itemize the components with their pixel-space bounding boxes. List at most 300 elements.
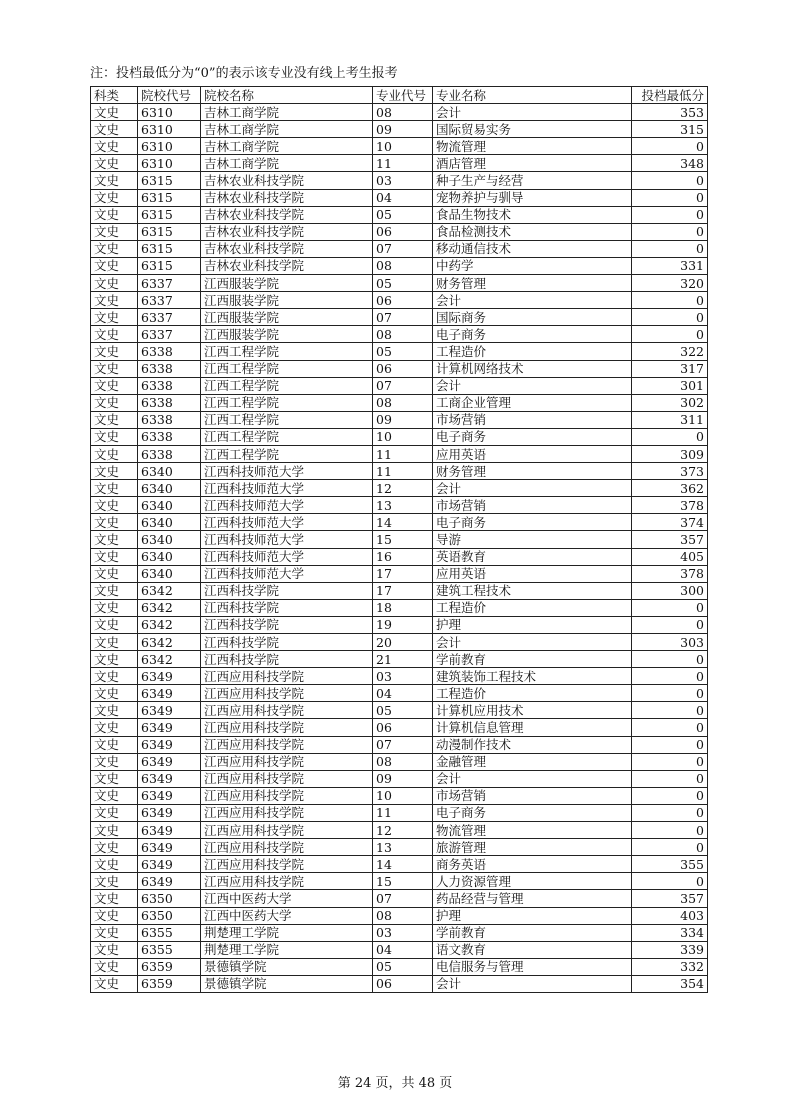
cell-school-name: 吉林工商学院 [201, 138, 373, 155]
table-row [91, 582, 708, 599]
cell-school-code: 6342 [138, 634, 201, 651]
cell-school-name: 江西服装学院 [201, 275, 373, 292]
cell-subject-category: 文史 [91, 770, 138, 787]
cell-school-name: 江西科技学院 [201, 651, 373, 668]
cell-major-code: 18 [373, 599, 433, 616]
cell-school-name: 江西应用科技学院 [201, 770, 373, 787]
cell-subject-category: 文史 [91, 651, 138, 668]
table-row [91, 257, 708, 274]
cell-school-name: 江西科技学院 [201, 582, 373, 599]
cell-major-name: 语文教育 [433, 941, 632, 958]
cell-school-code: 6340 [138, 497, 201, 514]
cell-major-code: 07 [373, 736, 433, 753]
cell-min-score: 0 [632, 787, 708, 804]
cell-school-code: 6340 [138, 565, 201, 582]
table-row [91, 189, 708, 206]
cell-major-code: 05 [373, 958, 433, 975]
cell-subject-category: 文史 [91, 890, 138, 907]
cell-subject-category: 文史 [91, 138, 138, 155]
cell-min-score: 374 [632, 514, 708, 531]
cell-school-name: 荆楚理工学院 [201, 941, 373, 958]
cell-school-code: 6349 [138, 702, 201, 719]
table-row [91, 275, 708, 292]
cell-school-code: 6310 [138, 155, 201, 172]
cell-school-code: 6355 [138, 924, 201, 941]
header-school-name: 院校名称 [201, 87, 373, 104]
cell-min-score: 353 [632, 104, 708, 121]
cell-major-code: 16 [373, 548, 433, 565]
table-row [91, 565, 708, 582]
cell-major-name: 建筑装饰工程技术 [433, 668, 632, 685]
cell-subject-category: 文史 [91, 787, 138, 804]
cell-min-score: 303 [632, 634, 708, 651]
cell-school-code: 6350 [138, 890, 201, 907]
cell-school-code: 6340 [138, 463, 201, 480]
cell-major-name: 财务管理 [433, 275, 632, 292]
cell-school-code: 6350 [138, 907, 201, 924]
cell-min-score: 373 [632, 463, 708, 480]
cell-subject-category: 文史 [91, 616, 138, 633]
cell-min-score: 403 [632, 907, 708, 924]
cell-school-name: 景德镇学院 [201, 975, 373, 992]
cell-min-score: 332 [632, 958, 708, 975]
cell-school-name: 江西科技学院 [201, 599, 373, 616]
cell-major-name: 国际贸易实务 [433, 121, 632, 138]
cell-school-name: 江西科技师范大学 [201, 463, 373, 480]
cell-major-name: 药品经营与管理 [433, 890, 632, 907]
table-row [91, 121, 708, 138]
cell-major-code: 21 [373, 651, 433, 668]
cell-subject-category: 文史 [91, 394, 138, 411]
cell-major-code: 03 [373, 172, 433, 189]
cell-school-code: 6315 [138, 240, 201, 257]
table-row [91, 223, 708, 240]
cell-school-code: 6349 [138, 770, 201, 787]
cell-school-code: 6315 [138, 189, 201, 206]
cell-major-code: 15 [373, 531, 433, 548]
cell-major-code: 07 [373, 890, 433, 907]
cell-subject-category: 文史 [91, 941, 138, 958]
header-major-code: 专业代号 [373, 87, 433, 104]
cell-subject-category: 文史 [91, 753, 138, 770]
cell-school-name: 江西应用科技学院 [201, 668, 373, 685]
header-min-score: 投档最低分 [632, 87, 708, 104]
cell-school-name: 江西应用科技学院 [201, 822, 373, 839]
cell-school-code: 6310 [138, 121, 201, 138]
cell-major-name: 应用英语 [433, 565, 632, 582]
cell-school-name: 江西工程学院 [201, 394, 373, 411]
cell-school-name: 江西应用科技学院 [201, 804, 373, 821]
cell-subject-category: 文史 [91, 121, 138, 138]
cell-major-name: 中药学 [433, 257, 632, 274]
cell-major-name: 物流管理 [433, 822, 632, 839]
cell-major-name: 建筑工程技术 [433, 582, 632, 599]
table-row [91, 958, 708, 975]
cell-major-name: 动漫制作技术 [433, 736, 632, 753]
cell-subject-category: 文史 [91, 275, 138, 292]
cell-school-code: 6349 [138, 822, 201, 839]
cell-school-code: 6338 [138, 343, 201, 360]
cell-major-code: 13 [373, 839, 433, 856]
cell-major-code: 11 [373, 445, 433, 462]
cell-min-score: 0 [632, 172, 708, 189]
cell-min-score: 362 [632, 480, 708, 497]
cell-school-code: 6342 [138, 599, 201, 616]
cell-min-score: 0 [632, 309, 708, 326]
cell-major-name: 食品生物技术 [433, 206, 632, 223]
cell-subject-category: 文史 [91, 702, 138, 719]
cell-school-name: 江西科技师范大学 [201, 548, 373, 565]
cell-min-score: 0 [632, 685, 708, 702]
cell-major-name: 宠物养护与驯导 [433, 189, 632, 206]
cell-major-name: 工商企业管理 [433, 394, 632, 411]
cell-school-code: 6310 [138, 104, 201, 121]
cell-school-code: 6342 [138, 582, 201, 599]
cell-subject-category: 文史 [91, 309, 138, 326]
cell-major-code: 03 [373, 668, 433, 685]
cell-major-code: 10 [373, 138, 433, 155]
cell-school-name: 江西应用科技学院 [201, 685, 373, 702]
table-row [91, 719, 708, 736]
cell-school-code: 6349 [138, 736, 201, 753]
cell-min-score: 0 [632, 770, 708, 787]
table-row [91, 599, 708, 616]
cell-subject-category: 文史 [91, 360, 138, 377]
cell-major-code: 06 [373, 360, 433, 377]
cell-major-name: 食品检测技术 [433, 223, 632, 240]
cell-school-code: 6315 [138, 223, 201, 240]
cell-subject-category: 文史 [91, 924, 138, 941]
cell-min-score: 0 [632, 428, 708, 445]
table-row [91, 804, 708, 821]
cell-subject-category: 文史 [91, 497, 138, 514]
cell-major-name: 会计 [433, 770, 632, 787]
table-row [91, 411, 708, 428]
cell-major-code: 04 [373, 685, 433, 702]
cell-subject-category: 文史 [91, 463, 138, 480]
cell-major-name: 电子商务 [433, 804, 632, 821]
cell-subject-category: 文史 [91, 822, 138, 839]
cell-major-code: 09 [373, 121, 433, 138]
cell-major-name: 移动通信技术 [433, 240, 632, 257]
cell-major-name: 护理 [433, 616, 632, 633]
cell-major-name: 财务管理 [433, 463, 632, 480]
table-row [91, 634, 708, 651]
cell-min-score: 0 [632, 138, 708, 155]
cell-major-name: 物流管理 [433, 138, 632, 155]
cell-min-score: 0 [632, 736, 708, 753]
cell-school-name: 江西中医药大学 [201, 907, 373, 924]
cell-school-code: 6349 [138, 839, 201, 856]
cell-school-name: 江西科技师范大学 [201, 565, 373, 582]
cell-school-name: 吉林农业科技学院 [201, 240, 373, 257]
cell-school-code: 6340 [138, 548, 201, 565]
cell-subject-category: 文史 [91, 411, 138, 428]
cell-major-name: 电子商务 [433, 326, 632, 343]
cell-subject-category: 文史 [91, 343, 138, 360]
table-row [91, 326, 708, 343]
cell-min-score: 0 [632, 616, 708, 633]
cell-min-score: 315 [632, 121, 708, 138]
cell-min-score: 354 [632, 975, 708, 992]
table-row [91, 497, 708, 514]
cell-min-score: 339 [632, 941, 708, 958]
cell-major-name: 应用英语 [433, 445, 632, 462]
table-row [91, 616, 708, 633]
cell-school-name: 江西应用科技学院 [201, 873, 373, 890]
cell-school-code: 6337 [138, 292, 201, 309]
cell-school-name: 江西科技师范大学 [201, 531, 373, 548]
cell-major-name: 电子商务 [433, 428, 632, 445]
cell-subject-category: 文史 [91, 377, 138, 394]
cell-major-name: 会计 [433, 377, 632, 394]
cell-min-score: 301 [632, 377, 708, 394]
cell-min-score: 322 [632, 343, 708, 360]
table-row [91, 104, 708, 121]
cell-subject-category: 文史 [91, 907, 138, 924]
cell-major-name: 英语教育 [433, 548, 632, 565]
cell-min-score: 302 [632, 394, 708, 411]
cell-school-name: 江西工程学院 [201, 343, 373, 360]
cell-major-code: 05 [373, 702, 433, 719]
table-row [91, 548, 708, 565]
header-subject-category: 科类 [91, 87, 138, 104]
cell-major-code: 08 [373, 907, 433, 924]
cell-school-name: 江西科技学院 [201, 616, 373, 633]
cell-school-code: 6349 [138, 787, 201, 804]
cell-major-name: 计算机应用技术 [433, 702, 632, 719]
cell-school-name: 荆楚理工学院 [201, 924, 373, 941]
cell-school-code: 6340 [138, 480, 201, 497]
cell-school-name: 景德镇学院 [201, 958, 373, 975]
cell-major-code: 07 [373, 240, 433, 257]
table-row [91, 856, 708, 873]
cell-major-code: 04 [373, 941, 433, 958]
cell-min-score: 0 [632, 189, 708, 206]
cell-school-name: 江西工程学院 [201, 411, 373, 428]
cell-school-name: 江西科技学院 [201, 634, 373, 651]
table-row [91, 736, 708, 753]
cell-min-score: 405 [632, 548, 708, 565]
table-row [91, 463, 708, 480]
cell-major-name: 商务英语 [433, 856, 632, 873]
cell-subject-category: 文史 [91, 428, 138, 445]
table-row [91, 428, 708, 445]
cell-major-name: 会计 [433, 480, 632, 497]
page-footer: 第 24 页，共 48 页 [337, 1076, 453, 1091]
cell-school-name: 江西工程学院 [201, 428, 373, 445]
table-row [91, 839, 708, 856]
cell-major-name: 导游 [433, 531, 632, 548]
cell-subject-category: 文史 [91, 582, 138, 599]
table-row [91, 240, 708, 257]
cell-major-code: 12 [373, 480, 433, 497]
cell-school-name: 吉林农业科技学院 [201, 172, 373, 189]
cell-major-code: 08 [373, 326, 433, 343]
cell-subject-category: 文史 [91, 155, 138, 172]
cell-school-name: 吉林农业科技学院 [201, 223, 373, 240]
cell-major-name: 金融管理 [433, 753, 632, 770]
cell-major-name: 人力资源管理 [433, 873, 632, 890]
cell-min-score: 0 [632, 240, 708, 257]
cell-major-code: 07 [373, 309, 433, 326]
cell-school-code: 6349 [138, 668, 201, 685]
cell-school-name: 江西工程学院 [201, 360, 373, 377]
cell-min-score: 357 [632, 531, 708, 548]
cell-subject-category: 文史 [91, 189, 138, 206]
cell-major-name: 酒店管理 [433, 155, 632, 172]
cell-subject-category: 文史 [91, 685, 138, 702]
cell-subject-category: 文史 [91, 736, 138, 753]
cell-major-code: 09 [373, 770, 433, 787]
table-row [91, 822, 708, 839]
cell-school-name: 吉林农业科技学院 [201, 206, 373, 223]
cell-min-score: 320 [632, 275, 708, 292]
cell-major-code: 06 [373, 719, 433, 736]
cell-min-score: 348 [632, 155, 708, 172]
cell-major-code: 06 [373, 223, 433, 240]
table-row [91, 651, 708, 668]
cell-major-code: 11 [373, 804, 433, 821]
table-row [91, 924, 708, 941]
cell-school-name: 吉林工商学院 [201, 155, 373, 172]
cell-major-name: 护理 [433, 907, 632, 924]
cell-subject-category: 文史 [91, 292, 138, 309]
cell-major-name: 会计 [433, 634, 632, 651]
cell-min-score: 0 [632, 599, 708, 616]
cell-min-score: 357 [632, 890, 708, 907]
header-school-code: 院校代号 [138, 87, 201, 104]
cell-min-score: 0 [632, 753, 708, 770]
cell-major-code: 19 [373, 616, 433, 633]
cell-major-name: 会计 [433, 975, 632, 992]
cell-major-name: 会计 [433, 104, 632, 121]
cell-min-score: 334 [632, 924, 708, 941]
cell-major-code: 05 [373, 275, 433, 292]
table-row [91, 292, 708, 309]
cell-school-code: 6342 [138, 651, 201, 668]
cell-school-code: 6338 [138, 394, 201, 411]
cell-min-score: 311 [632, 411, 708, 428]
cell-subject-category: 文史 [91, 565, 138, 582]
cell-major-code: 11 [373, 155, 433, 172]
cell-major-code: 17 [373, 582, 433, 599]
cell-school-name: 吉林工商学院 [201, 121, 373, 138]
table-header-row [91, 87, 708, 104]
cell-school-name: 江西应用科技学院 [201, 753, 373, 770]
table-row [91, 890, 708, 907]
cell-school-code: 6349 [138, 856, 201, 873]
cell-major-code: 06 [373, 975, 433, 992]
cell-min-score: 0 [632, 292, 708, 309]
cell-subject-category: 文史 [91, 839, 138, 856]
cell-school-code: 6349 [138, 719, 201, 736]
cell-min-score: 0 [632, 651, 708, 668]
cell-major-code: 04 [373, 189, 433, 206]
cell-major-code: 10 [373, 787, 433, 804]
table-row [91, 172, 708, 189]
cell-major-code: 17 [373, 565, 433, 582]
cell-subject-category: 文史 [91, 206, 138, 223]
cell-school-code: 6338 [138, 428, 201, 445]
cell-major-code: 10 [373, 428, 433, 445]
cell-school-code: 6355 [138, 941, 201, 958]
cell-subject-category: 文史 [91, 480, 138, 497]
cell-major-code: 12 [373, 822, 433, 839]
table-row [91, 377, 708, 394]
table-row [91, 531, 708, 548]
cell-min-score: 0 [632, 804, 708, 821]
cell-school-code: 6338 [138, 445, 201, 462]
cell-major-code: 11 [373, 463, 433, 480]
cell-major-name: 市场营销 [433, 411, 632, 428]
cell-min-score: 378 [632, 565, 708, 582]
cell-school-name: 江西服装学院 [201, 309, 373, 326]
cell-major-name: 工程造价 [433, 343, 632, 360]
cell-school-name: 江西科技师范大学 [201, 497, 373, 514]
cell-school-code: 6338 [138, 377, 201, 394]
cell-major-name: 市场营销 [433, 787, 632, 804]
cell-min-score: 0 [632, 206, 708, 223]
cell-subject-category: 文史 [91, 445, 138, 462]
table-row [91, 975, 708, 992]
cell-min-score: 0 [632, 223, 708, 240]
cell-school-code: 6338 [138, 411, 201, 428]
cell-major-name: 学前教育 [433, 924, 632, 941]
cell-school-name: 江西应用科技学院 [201, 787, 373, 804]
cell-major-code: 13 [373, 497, 433, 514]
cell-min-score: 0 [632, 839, 708, 856]
cell-school-code: 6359 [138, 958, 201, 975]
cell-school-code: 6359 [138, 975, 201, 992]
table-row [91, 155, 708, 172]
cell-school-name: 江西中医药大学 [201, 890, 373, 907]
cell-major-name: 学前教育 [433, 651, 632, 668]
cell-min-score: 309 [632, 445, 708, 462]
header-major-name: 专业名称 [433, 87, 632, 104]
cell-major-code: 15 [373, 873, 433, 890]
cell-school-name: 吉林农业科技学院 [201, 257, 373, 274]
admission-score-table [90, 86, 708, 993]
cell-school-name: 吉林工商学院 [201, 104, 373, 121]
cell-school-code: 6337 [138, 326, 201, 343]
cell-school-name: 江西科技师范大学 [201, 514, 373, 531]
cell-major-code: 08 [373, 257, 433, 274]
table-row [91, 480, 708, 497]
cell-major-name: 市场营销 [433, 497, 632, 514]
table-row [91, 685, 708, 702]
cell-min-score: 317 [632, 360, 708, 377]
cell-school-code: 6342 [138, 616, 201, 633]
table-row [91, 138, 708, 155]
cell-min-score: 0 [632, 822, 708, 839]
cell-subject-category: 文史 [91, 548, 138, 565]
cell-min-score: 355 [632, 856, 708, 873]
table-row [91, 941, 708, 958]
cell-min-score: 0 [632, 702, 708, 719]
cell-major-code: 05 [373, 343, 433, 360]
table-row [91, 907, 708, 924]
cell-subject-category: 文史 [91, 531, 138, 548]
cell-major-code: 03 [373, 924, 433, 941]
cell-major-name: 种子生产与经营 [433, 172, 632, 189]
cell-school-name: 江西应用科技学院 [201, 702, 373, 719]
cell-subject-category: 文史 [91, 514, 138, 531]
cell-major-code: 07 [373, 377, 433, 394]
table-row [91, 394, 708, 411]
cell-subject-category: 文史 [91, 240, 138, 257]
cell-major-code: 09 [373, 411, 433, 428]
